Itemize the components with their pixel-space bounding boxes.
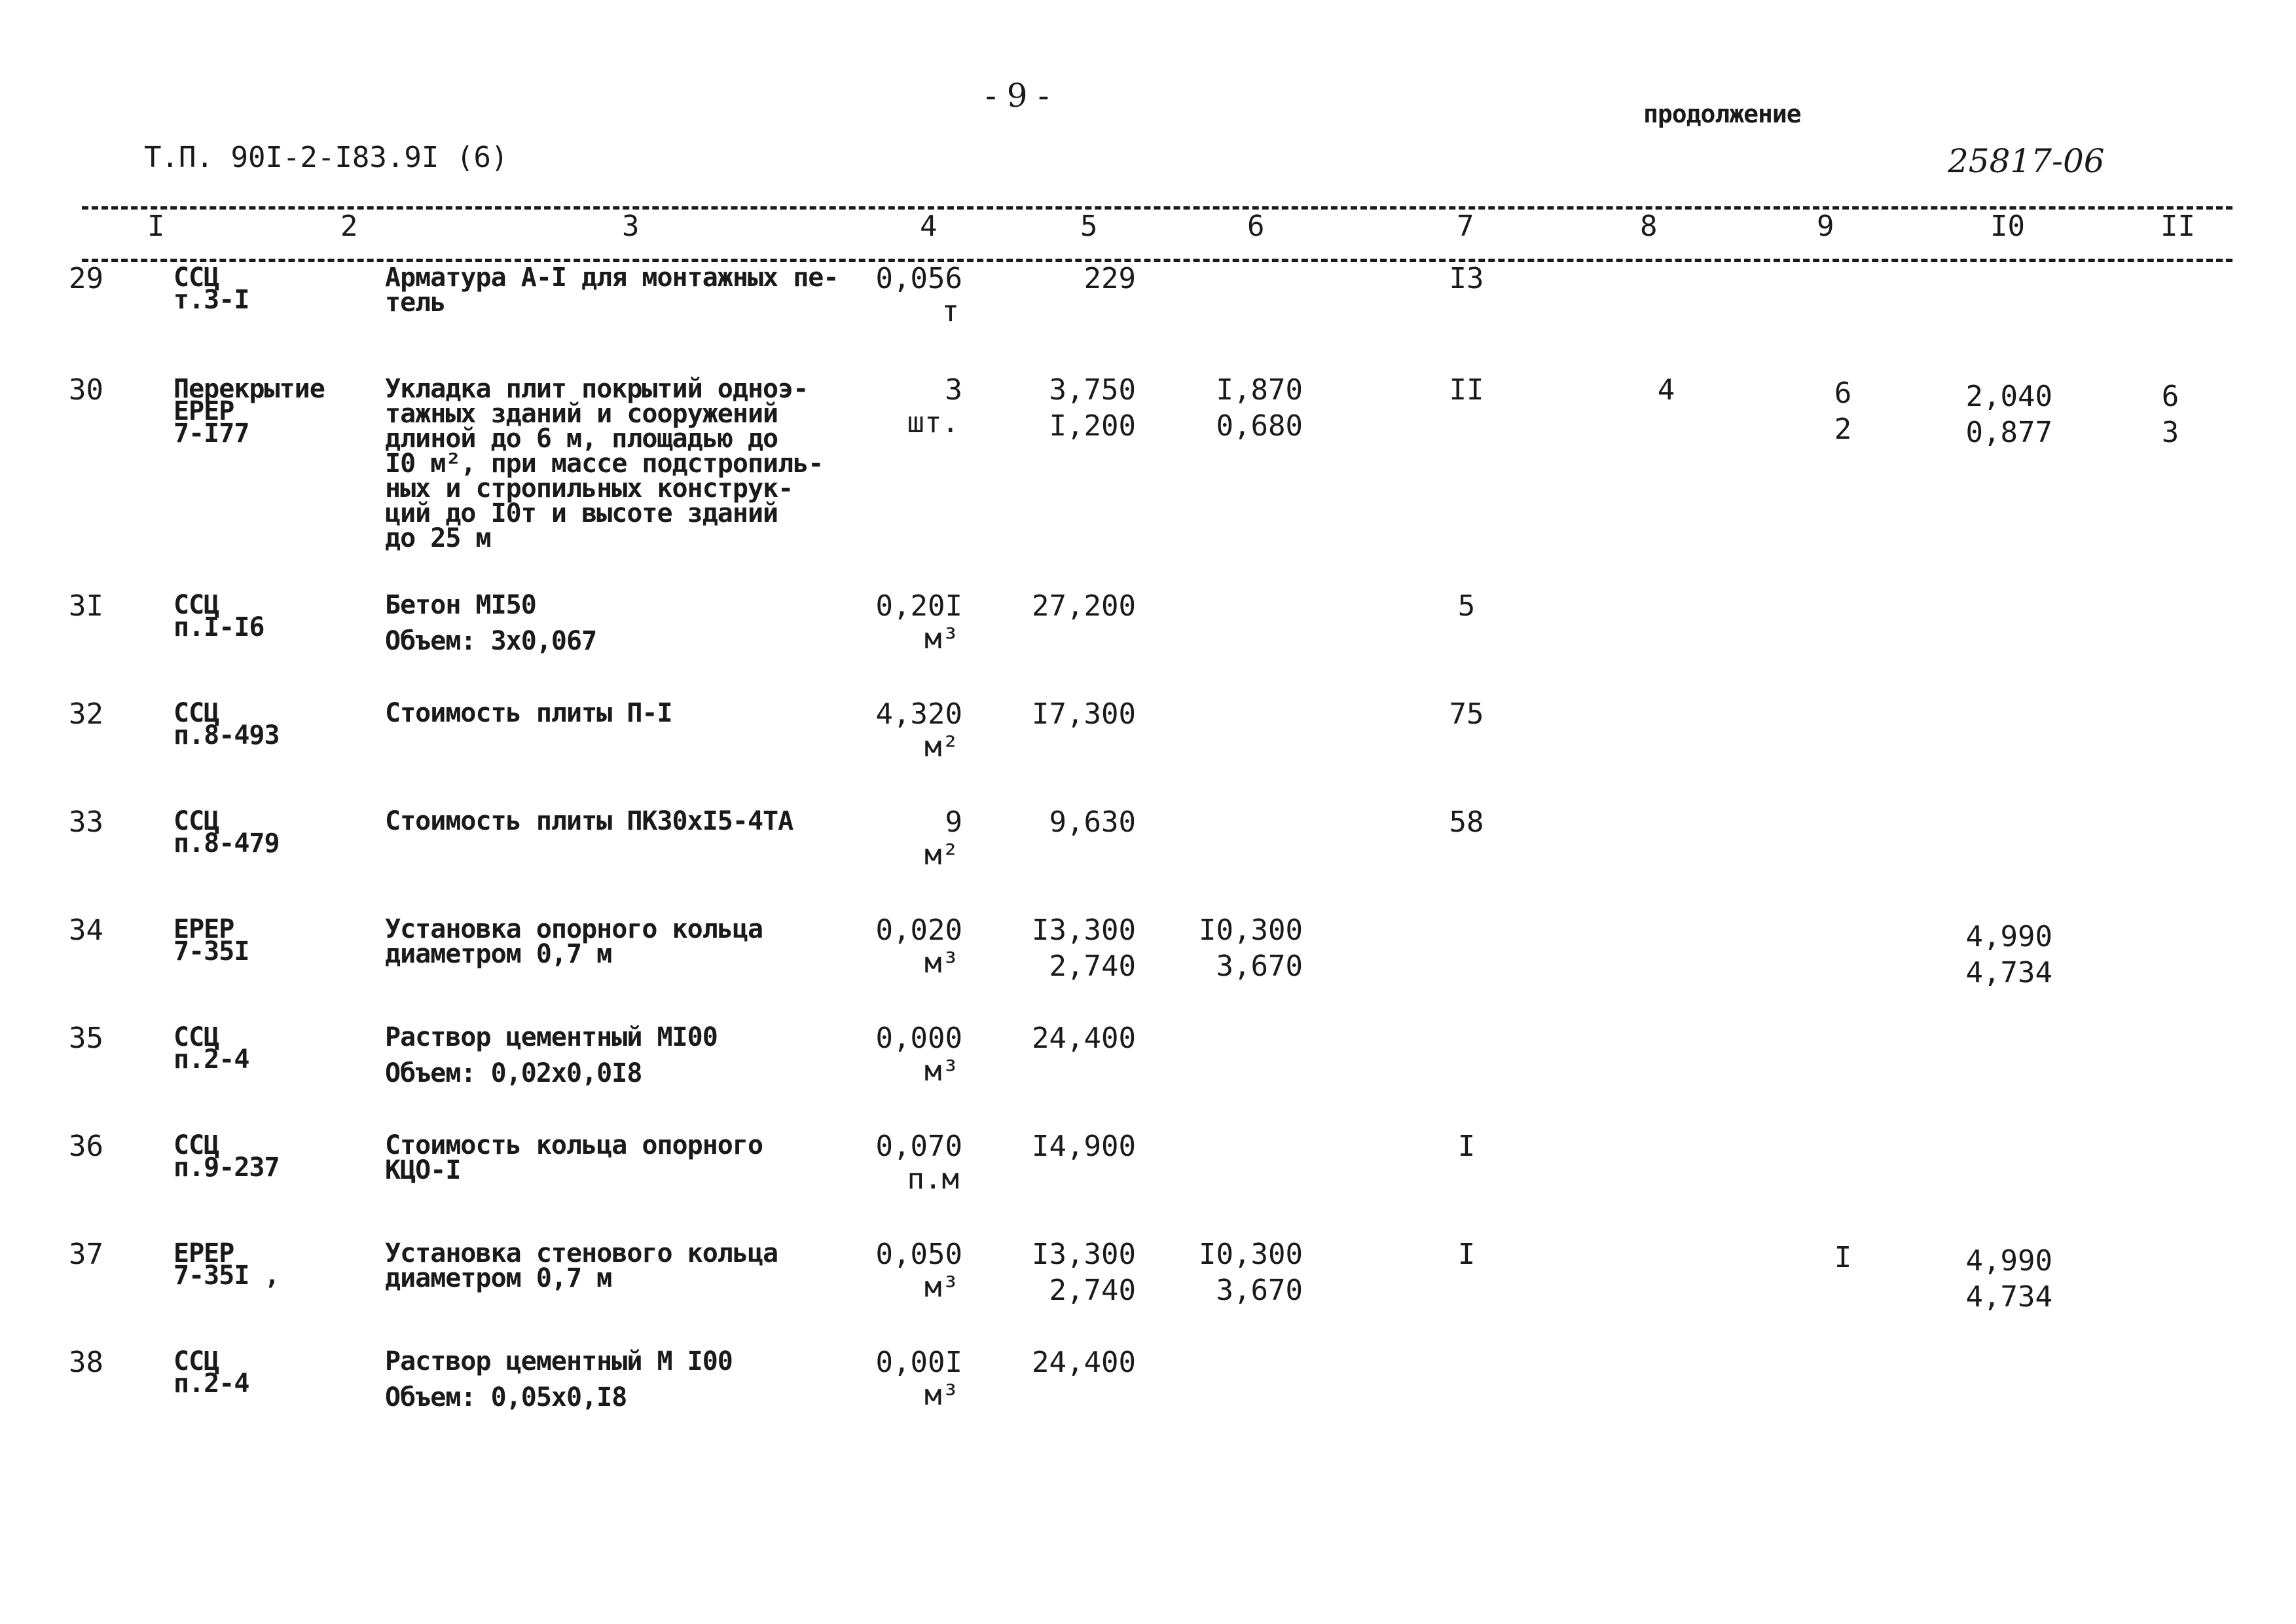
row-number: 38 — [69, 1346, 103, 1379]
row-number: 29 — [69, 262, 103, 295]
work-description: Укладка плит покрытий однoэ- — [385, 374, 809, 404]
labor-cost: 0,877 — [1965, 416, 2052, 449]
unit-cost: 24,400 — [1032, 1022, 1136, 1055]
page-number: - 9 - — [985, 77, 1049, 115]
row-number: 33 — [69, 805, 103, 839]
column-11-value: 6 — [2161, 380, 2179, 413]
norm-code: ССЦ — [173, 1346, 219, 1376]
norm-code: ЕРЕР — [173, 396, 234, 426]
machine-cost: 3,670 — [1216, 950, 1303, 983]
row-number: 35 — [69, 1022, 103, 1055]
total-cost: I3 — [1449, 262, 1484, 295]
quantity: 0,056 — [875, 262, 962, 295]
quantity: 9 — [945, 805, 962, 839]
norm-code: п.8-479 — [173, 828, 280, 858]
norm-code: Перекрытие — [173, 374, 325, 404]
unit-cost: 3,750 — [1049, 373, 1136, 407]
work-description: ций до I0т и высоте зданий — [385, 498, 778, 528]
unit: т — [941, 295, 959, 328]
row-number: 36 — [69, 1130, 103, 1163]
norm-code: 7-I77 — [173, 418, 249, 449]
total-cost: I — [1457, 1130, 1476, 1163]
labor-cost: 4,990 — [1965, 920, 2052, 953]
total-cost: 75 — [1449, 697, 1484, 731]
machine-cost: I,870 — [1216, 373, 1303, 407]
norm-code: ЕРЕР — [173, 914, 234, 944]
total-cost: I — [1457, 1238, 1476, 1271]
unit: п.м — [907, 1162, 959, 1196]
row-number: 30 — [69, 373, 103, 407]
volume-formula: Объем: 3х0,067 — [385, 626, 597, 656]
column-number-11: II — [2160, 210, 2195, 243]
labor-cost: 4,990 — [1965, 1244, 2052, 1278]
norm-code: п.2-4 — [173, 1369, 249, 1399]
sheet-code: 25817-06 — [1948, 142, 2105, 180]
norm-code: 7-35I — [173, 936, 249, 967]
column-number-6: 6 — [1247, 210, 1265, 243]
unit: м³ — [924, 1054, 959, 1088]
column-number-1: I — [147, 210, 165, 243]
machine-cost: 0,680 — [1216, 409, 1303, 443]
machine-cost: I0,300 — [1199, 913, 1303, 947]
quantity: 3 — [945, 373, 962, 407]
unit-cost: 229 — [1084, 262, 1136, 295]
norm-code: ССЦ — [173, 806, 219, 836]
norm-code: ССЦ — [173, 1022, 219, 1052]
machine-cost: 3,670 — [1216, 1274, 1303, 1307]
work-description: Установка опорного кольца — [385, 914, 763, 944]
work-description: длиной до 6 м, площадью до — [385, 424, 778, 454]
header-rule-bottom — [82, 259, 2232, 262]
norm-code: ССЦ — [173, 1130, 219, 1160]
unit-cost: I4,900 — [1032, 1130, 1136, 1163]
volume-formula: Объем: 0,02х0,0I8 — [385, 1058, 642, 1088]
machine-cost: I0,300 — [1199, 1238, 1303, 1271]
work-description: до 25 м — [385, 523, 491, 553]
quantity: 4,320 — [875, 697, 962, 731]
unit: м³ — [924, 622, 959, 655]
column-number-7: 7 — [1457, 210, 1474, 243]
norm-code: п.9-237 — [173, 1153, 280, 1183]
column-number-8: 8 — [1640, 210, 1658, 243]
unit-cost: I7,300 — [1032, 697, 1136, 731]
quantity: 0,00I — [875, 1346, 962, 1379]
row-number: 32 — [69, 697, 103, 731]
work-description: Раствор цементный МI00 — [385, 1022, 718, 1052]
norm-code: ССЦ — [173, 698, 219, 728]
norm-code: ССЦ — [173, 263, 219, 293]
unit: м² — [924, 730, 959, 764]
work-description: диаметром 0,7 м — [385, 1263, 612, 1293]
work-description: тель — [385, 287, 446, 318]
unit: м³ — [924, 946, 959, 980]
column-9-value: 2 — [1834, 413, 1852, 446]
quantity: 0,000 — [875, 1022, 962, 1055]
work-description: Раствор цементный М I00 — [385, 1346, 733, 1376]
volume-formula: Объем: 0,05х0,I8 — [385, 1382, 627, 1412]
work-description: Бетон МI50 — [385, 590, 536, 620]
continuation-label: продолжение — [1643, 100, 1801, 128]
work-description: I0 м², при массе подстропиль- — [385, 449, 824, 479]
labor-cost: 4,734 — [1965, 1280, 2052, 1314]
quantity: 0,070 — [875, 1130, 962, 1163]
unit-cost: I3,300 — [1032, 1238, 1136, 1271]
norm-code: п.2-4 — [173, 1044, 249, 1075]
unit-cost: 9,630 — [1049, 805, 1136, 839]
unit: м³ — [924, 1270, 959, 1304]
total-cost: 5 — [1457, 589, 1476, 623]
work-description: КЦО-I — [385, 1155, 461, 1185]
unit-cost: 24,400 — [1032, 1346, 1136, 1379]
column-9-value: 6 — [1834, 377, 1852, 410]
total-cost: 58 — [1449, 805, 1484, 839]
norm-code: п.8-493 — [173, 720, 280, 750]
column-11-value: 3 — [2161, 416, 2179, 449]
labor-cost: 4,734 — [1965, 956, 2052, 989]
row-number: 37 — [69, 1238, 103, 1271]
column-number-4: 4 — [920, 210, 938, 243]
total-cost: II — [1449, 373, 1484, 407]
norm-code: 7-35I , — [173, 1261, 280, 1291]
column-number-2: 2 — [340, 210, 358, 243]
norm-code: ССЦ — [173, 590, 219, 620]
unit-cost: 2,740 — [1049, 950, 1136, 983]
norm-code: п.I-I6 — [173, 612, 264, 642]
work-description: ных и стропильных конструк- — [385, 473, 793, 504]
unit-cost: 27,200 — [1032, 589, 1136, 623]
column-number-5: 5 — [1080, 210, 1098, 243]
row-number: 3I — [69, 589, 103, 623]
unit-cost: I,200 — [1049, 409, 1136, 443]
work-description: Стоимость кольца опорного — [385, 1130, 763, 1160]
header-rule-top — [82, 206, 2232, 210]
unit: м² — [924, 838, 959, 872]
column-number-10: I0 — [1990, 210, 2025, 243]
work-description: Арматура А-I для монтажных пе- — [385, 263, 839, 293]
norm-code: т.3-I — [173, 285, 249, 315]
labor-cost: 2,040 — [1965, 380, 2052, 413]
work-description: Стоимость плиты П-I — [385, 698, 672, 728]
work-description: Установка стенового кольца — [385, 1238, 778, 1268]
quantity: 0,050 — [875, 1238, 962, 1271]
unit: м³ — [924, 1378, 959, 1412]
column-9-value: I — [1834, 1241, 1852, 1274]
unit-cost: 2,740 — [1049, 1274, 1136, 1307]
quantity: 0,20I — [875, 589, 962, 623]
unit-cost: I3,300 — [1032, 913, 1136, 947]
document-code: Т.П. 90I-2-I83.9I (6) — [144, 141, 509, 174]
unit: шт. — [907, 406, 959, 439]
work-description: диаметром 0,7 м — [385, 939, 612, 969]
work-description: тажных зданий и сооружений — [385, 399, 778, 429]
column-8-value: 4 — [1657, 373, 1675, 407]
work-description: Стоимость плиты ПК30хI5-4ТА — [385, 806, 793, 836]
column-number-9: 9 — [1817, 210, 1834, 243]
quantity: 0,020 — [875, 913, 962, 947]
row-number: 34 — [69, 913, 103, 947]
norm-code: ЕРЕР — [173, 1238, 234, 1268]
column-number-3: 3 — [622, 210, 640, 243]
